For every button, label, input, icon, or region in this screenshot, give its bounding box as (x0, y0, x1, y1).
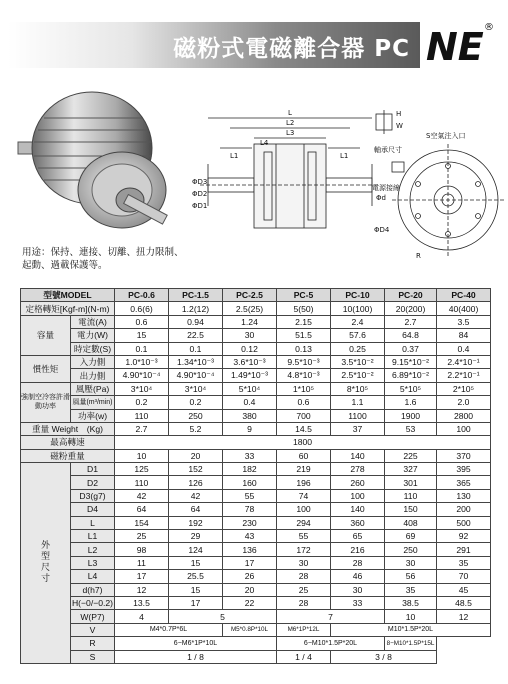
row-label: R (71, 637, 115, 650)
cell: 1.34*10⁻³ (169, 355, 223, 368)
label-w: W (396, 122, 403, 130)
cell: 2.2*10⁻¹ (437, 369, 491, 382)
cell: 29 (169, 530, 223, 543)
cell: 250 (169, 409, 223, 422)
cell: 219 (277, 463, 331, 476)
cell: 15 (169, 583, 223, 596)
table-row (21, 436, 491, 449)
row-label: 入力側 (71, 355, 115, 368)
cell: 2.5*10⁻² (331, 369, 385, 382)
col-header: PC-40 (437, 289, 491, 302)
cell: 30 (277, 556, 331, 569)
col-header: PC-2.5 (223, 289, 277, 302)
cell: 53 (385, 422, 437, 435)
spec-table (20, 288, 491, 664)
cell: 64 (115, 503, 169, 516)
cell: 9.5*10⁻³ (277, 355, 331, 368)
cell: 92 (437, 530, 491, 543)
cell: 37 (331, 422, 385, 435)
row-label: D2 (71, 476, 115, 489)
cell: 0.6(6) (115, 302, 169, 315)
cell: 1.2(12) (169, 302, 223, 315)
cell: 291 (437, 543, 491, 556)
label-l4: L4 (260, 139, 269, 147)
table-row (21, 355, 491, 368)
label-r: R (416, 252, 421, 260)
cell: 2.7 (385, 315, 437, 328)
cell: 1.0*10⁻³ (115, 355, 169, 368)
cell: 78 (223, 503, 277, 516)
cell: 100 (437, 422, 491, 435)
col-header: PC-0.6 (115, 289, 169, 302)
cell: 1 / 8 (115, 650, 277, 663)
cell: 700 (277, 409, 331, 422)
header-banner (8, 22, 420, 68)
table-row (21, 530, 491, 543)
row-label: d(h7) (71, 583, 115, 596)
cell: 2.0 (437, 396, 491, 409)
table-row (21, 650, 491, 663)
cell: 55 (277, 530, 331, 543)
table-row (21, 516, 491, 529)
cell: 3*10⁴ (169, 382, 223, 395)
cell: 0.12 (223, 342, 277, 355)
cell: 124 (169, 543, 223, 556)
cell: 395 (437, 463, 491, 476)
cell: 327 (385, 463, 437, 476)
cell: 150 (385, 503, 437, 516)
cell: 14.5 (277, 422, 331, 435)
cell: 3 / 8 (331, 650, 437, 663)
group-label: 強制空冷容許滑動功率 (21, 382, 71, 422)
cell: 380 (223, 409, 277, 422)
label-l1-right: L1 (340, 152, 349, 160)
cell: 55 (223, 489, 277, 502)
page-title: 磁粉式電磁離合器 PC (173, 36, 410, 62)
row-label: 時定數(S) (71, 342, 115, 355)
cell: 43 (223, 530, 277, 543)
cell: 0.4 (437, 342, 491, 355)
table-row (21, 422, 491, 435)
label-bearing: 軸承尺寸 (374, 146, 402, 154)
cell: M10*1.5P*20L (331, 623, 491, 636)
row-label: D3(g7) (71, 489, 115, 502)
cell: 360 (331, 516, 385, 529)
row-label: 磁粉重量 (21, 449, 115, 462)
table-row (21, 489, 491, 502)
cell: 1.1 (331, 396, 385, 409)
table-row (21, 637, 491, 650)
cell: 250 (385, 543, 437, 556)
cell: 0.1 (115, 342, 169, 355)
svg-text:NE: NE (426, 25, 484, 68)
cell: 4.90*10⁻⁴ (169, 369, 223, 382)
cell: 46 (331, 570, 385, 583)
cell: 301 (385, 476, 437, 489)
cell: 0.1 (169, 342, 223, 355)
row-label: W(P7) (71, 610, 115, 623)
cell: 42 (115, 489, 169, 502)
table-row (21, 583, 491, 596)
cell: 110 (385, 489, 437, 502)
table-row (21, 302, 491, 315)
cell: 17 (115, 570, 169, 583)
cell: 20 (169, 449, 223, 462)
label-l1-left: L1 (230, 152, 239, 160)
cell: 152 (169, 463, 223, 476)
cell: 28 (277, 596, 331, 609)
cell: 70 (437, 570, 491, 583)
cell: 100 (331, 489, 385, 502)
row-label: D1 (71, 463, 115, 476)
cell: 5*10⁴ (223, 382, 277, 395)
table-row (21, 329, 491, 342)
cell: 154 (115, 516, 169, 529)
cell: 110 (115, 476, 169, 489)
cell: 48.5 (437, 596, 491, 609)
label-air-inlet: S空氣注入口 (426, 132, 466, 140)
cell: 2.7 (115, 422, 169, 435)
cell: 125 (115, 463, 169, 476)
cell: 15 (169, 556, 223, 569)
cell: 1900 (385, 409, 437, 422)
cell: 25.5 (169, 570, 223, 583)
cell: 0.4 (223, 396, 277, 409)
cell: 260 (331, 476, 385, 489)
table-row (21, 556, 491, 569)
cell: 42 (169, 489, 223, 502)
cell: 33 (331, 596, 385, 609)
cell: 4 (115, 610, 169, 623)
table-row (21, 503, 491, 516)
row-label: 電力(W) (71, 329, 115, 342)
table-row (21, 396, 491, 409)
cell: 11 (115, 556, 169, 569)
cell: 2800 (437, 409, 491, 422)
group-label: 慣性矩 (21, 355, 71, 382)
cell: 22 (223, 596, 277, 609)
registered-mark: ® (484, 22, 494, 33)
cell: 40(400) (437, 302, 491, 315)
usage-text: 用途：保持、連接、切離、扭力限制、起動、過載保護等。 (22, 247, 184, 271)
cell: 140 (331, 503, 385, 516)
cell: 25 (277, 583, 331, 596)
cell: 1 / 4 (277, 650, 331, 663)
cell: 17 (223, 556, 277, 569)
cell: 0.6 (115, 315, 169, 328)
cell: 65 (331, 530, 385, 543)
table-row (21, 315, 491, 328)
cell: 110 (115, 409, 169, 422)
group-label: 容量 (21, 315, 71, 355)
table-row (21, 476, 491, 489)
label-l: L (288, 109, 292, 117)
row-label: 風壓(Pa) (71, 382, 115, 395)
cell: 200 (437, 503, 491, 516)
cell: 136 (223, 543, 277, 556)
cell: 1.49*10⁻³ (223, 369, 277, 382)
col-header: PC-20 (385, 289, 437, 302)
cell: 0.13 (277, 342, 331, 355)
cell: 64.8 (385, 329, 437, 342)
row-label: 功率(w) (71, 409, 115, 422)
table-row (21, 382, 491, 395)
cell: 1.24 (223, 315, 277, 328)
cell: 0.37 (385, 342, 437, 355)
row-label: S (71, 650, 115, 663)
cell: 5 (169, 610, 277, 623)
label-l2: L2 (286, 119, 295, 127)
cell: 56 (385, 570, 437, 583)
cell: 6−M10*1.5P*20L (277, 637, 385, 650)
cell: 30 (223, 329, 277, 342)
label-d3: ΦD3 (192, 178, 208, 186)
col-header: PC-5 (277, 289, 331, 302)
cell: 2.5(25) (223, 302, 277, 315)
cell: 126 (169, 476, 223, 489)
cell: 0.94 (169, 315, 223, 328)
cell: 500 (437, 516, 491, 529)
cell: 100 (277, 503, 331, 516)
label-d4: ΦD4 (374, 226, 390, 234)
ne-logo-icon (424, 22, 484, 68)
table-row (21, 409, 491, 422)
cell: 2*10⁵ (437, 382, 491, 395)
cell: 35 (385, 583, 437, 596)
cell: 182 (223, 463, 277, 476)
row-label: 風量(m³/min) (71, 396, 115, 409)
cell: 0.2 (115, 396, 169, 409)
cell: 408 (385, 516, 437, 529)
cell: 30 (385, 556, 437, 569)
cell: 98 (115, 543, 169, 556)
cell: 278 (331, 463, 385, 476)
cell: 365 (437, 476, 491, 489)
cell: 0.6 (277, 396, 331, 409)
cell: 5*10⁵ (385, 382, 437, 395)
cell: 20 (223, 583, 277, 596)
row-label: D4 (71, 503, 115, 516)
cell: 160 (223, 476, 277, 489)
group-label (21, 463, 71, 664)
cell: 20(200) (385, 302, 437, 315)
cell: 57.6 (331, 329, 385, 342)
cell: 15 (115, 329, 169, 342)
table-row (21, 543, 491, 556)
cell: 7 (277, 610, 385, 623)
table-row (21, 463, 491, 476)
clutch-photo-image (14, 78, 174, 243)
cell: 30 (331, 583, 385, 596)
row-label: L4 (71, 570, 115, 583)
cell: 6.89*10⁻² (385, 369, 437, 382)
cell: 0.25 (331, 342, 385, 355)
label-dh7: Φd (376, 194, 386, 202)
front-view-drawing (370, 104, 508, 264)
cell: 25 (115, 530, 169, 543)
cell: 192 (169, 516, 223, 529)
cell: 17 (169, 596, 223, 609)
cell: 140 (331, 449, 385, 462)
cell: 10(100) (331, 302, 385, 315)
table-row (21, 623, 491, 636)
dimension-drawing (190, 104, 390, 264)
cell: 10 (385, 610, 437, 623)
cell: 10 (115, 449, 169, 462)
cell: 28 (277, 570, 331, 583)
cell: 1.6 (385, 396, 437, 409)
cell: 9 (223, 422, 277, 435)
col-header: 型號MODEL (21, 289, 115, 302)
cell: 2.4*10⁻¹ (437, 355, 491, 368)
cell: 3.5 (437, 315, 491, 328)
cell: 0.2 (169, 396, 223, 409)
row-label: 重量 Weight (Kg) (21, 422, 115, 435)
table-row (21, 369, 491, 382)
row-label: L (71, 516, 115, 529)
cell: 35 (437, 556, 491, 569)
cell: 12 (437, 610, 491, 623)
row-label: L2 (71, 543, 115, 556)
dimensions-label: 外型尺寸 (40, 540, 50, 584)
row-label: H(−0/−0.2) (71, 598, 114, 609)
row-label: 定格轉矩[Kgf-m](N-m) (21, 302, 115, 315)
label-l3: L3 (286, 129, 295, 137)
cell: 1*10⁵ (277, 382, 331, 395)
label-d2: ΦD2 (192, 190, 208, 198)
cell: 130 (437, 489, 491, 502)
cell: 13.5 (115, 596, 169, 609)
table-row (21, 610, 491, 623)
cell: 1100 (331, 409, 385, 422)
cell: 2.4 (331, 315, 385, 328)
col-header: PC-1.5 (169, 289, 223, 302)
cell: 230 (223, 516, 277, 529)
cell: 64 (169, 503, 223, 516)
cell: 33 (223, 449, 277, 462)
cell: 6−M6*1P*10L (115, 637, 277, 650)
row-label: 最高轉速 (21, 436, 115, 449)
label-cable: 電源接線 (372, 184, 400, 192)
cell: M5*0.8P*10L (223, 623, 277, 636)
table-row (21, 342, 491, 355)
cell: 60 (277, 449, 331, 462)
label-d1: ΦD1 (192, 202, 208, 210)
cell: 196 (277, 476, 331, 489)
cell: 5(50) (277, 302, 331, 315)
cell: 74 (277, 489, 331, 502)
cell: M4*0.7P*6L (115, 623, 223, 636)
cell: 26 (223, 570, 277, 583)
table-row (21, 570, 491, 583)
cell: 4.90*10⁻⁴ (115, 369, 169, 382)
cell: 38.5 (385, 596, 437, 609)
cell: M6*1P*12L (277, 623, 331, 636)
row-label: 電流(A) (71, 315, 115, 328)
table-row (21, 596, 491, 609)
cell: 370 (437, 449, 491, 462)
cell: 3.5*10⁻² (331, 355, 385, 368)
row-label: 出力側 (71, 369, 115, 382)
row-label: V (71, 623, 115, 636)
cell: 3.6*10⁻³ (223, 355, 277, 368)
col-header: PC-10 (331, 289, 385, 302)
cell: 12 (115, 583, 169, 596)
cell: 225 (385, 449, 437, 462)
cell: 45 (437, 583, 491, 596)
cell: 172 (277, 543, 331, 556)
cell: 69 (385, 530, 437, 543)
cell: 5.2 (169, 422, 223, 435)
cell: 294 (277, 516, 331, 529)
cell: 22.5 (169, 329, 223, 342)
cell: 8−M10*1.5P*15L (385, 637, 437, 650)
row-label: L3 (71, 556, 115, 569)
cell: 2.15 (277, 315, 331, 328)
cell: 51.5 (277, 329, 331, 342)
cell: 3*10⁴ (115, 382, 169, 395)
cell: 1800 (115, 436, 491, 449)
label-h: H (396, 110, 402, 118)
table-header-row (21, 289, 491, 302)
cell: 84 (437, 329, 491, 342)
cell: 216 (331, 543, 385, 556)
cell: 4.8*10⁻³ (277, 369, 331, 382)
cell: 8*10⁵ (331, 382, 385, 395)
row-label: L1 (71, 530, 115, 543)
cell: 28 (331, 556, 385, 569)
cell: 9.15*10⁻² (385, 355, 437, 368)
table-row (21, 449, 491, 462)
